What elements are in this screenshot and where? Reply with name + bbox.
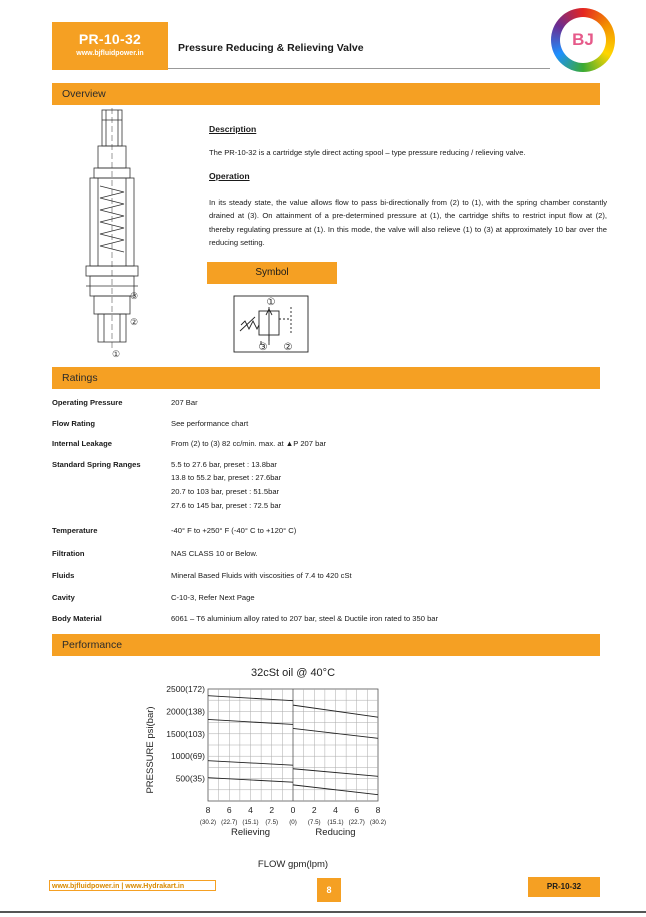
x-tick-label: 0 bbox=[290, 805, 296, 815]
rating-label: Filtration bbox=[52, 549, 85, 558]
rating-value: C-10-3, Refer Next Page bbox=[171, 593, 255, 602]
hydraulic-symbol bbox=[231, 293, 311, 355]
x-tick-sublabel: (7.5) bbox=[265, 819, 279, 826]
x-tick-sublabel: (30.2) bbox=[199, 819, 217, 826]
page-title: Pressure Reducing & Relieving Valve bbox=[178, 42, 364, 54]
x-tick-label: 8 bbox=[205, 805, 211, 815]
rating-value-line: 27.6 to 145 bar, preset : 72.5 bar bbox=[171, 501, 282, 510]
rating-label: Body Material bbox=[52, 614, 102, 623]
port-label-3: ③ bbox=[129, 291, 139, 301]
footer-links[interactable]: www.bjfluidpower.in | www.Hydrakart.in bbox=[49, 880, 216, 891]
x-tick-sublabel: (7.5) bbox=[307, 819, 321, 826]
description-text: The PR-10-32 is a cartridge style direct acting spool – type pressure reducing / relieving valve. bbox=[209, 148, 526, 157]
rating-label: Internal Leakage bbox=[52, 439, 112, 448]
rating-label: Operating Pressure bbox=[52, 398, 123, 407]
y-tick-label: 1000(69) bbox=[170, 751, 205, 762]
x-tick-label: 4 bbox=[248, 805, 253, 815]
performance-chart bbox=[130, 660, 410, 872]
rating-value: NAS CLASS 10 or Below. bbox=[171, 549, 258, 558]
rating-value: -40° F to +250° F (-40° C to +120° C) bbox=[171, 526, 297, 535]
x-tick-sublabel: (22.7) bbox=[221, 819, 238, 826]
operation-heading: Operation bbox=[209, 171, 250, 181]
x-region-label-relieving: Relieving bbox=[230, 827, 271, 838]
y-tick-label: 500(35) bbox=[175, 773, 205, 784]
rating-label: Flow Rating bbox=[52, 419, 96, 428]
x-tick-label: 2 bbox=[269, 805, 275, 815]
operation-text: In its steady state, the value allows flow to pass bi-directionally from (2) to (1), with the spring chamber constantly drained at (3). On attainment of a pre-determined pressure at (1), the cartridge shifts to restrict input flow at (2), thereby regulating pressure at (1). In this mode, the valve will also relieve (1) to (3) at approximately 10 bar over the reducing setting. bbox=[209, 198, 607, 248]
x-tick-sublabel: (0) bbox=[289, 819, 297, 826]
x-tick-sublabel: (22.7) bbox=[348, 819, 365, 826]
x-tick-label: 6 bbox=[354, 805, 360, 815]
rating-value: From (2) to (3) 82 cc/min. max. at ▲P 207 bar bbox=[171, 439, 327, 448]
logo-text: BJ bbox=[560, 17, 606, 63]
header-divider bbox=[168, 68, 550, 69]
chart-y-label: PRESSURE psi(bar) bbox=[145, 706, 156, 794]
footer-divider bbox=[0, 911, 646, 913]
rating-label: Fluids bbox=[52, 571, 75, 580]
symbol-header: Symbol bbox=[207, 262, 337, 284]
port-label-2: ② bbox=[129, 317, 139, 327]
header-code-block bbox=[52, 22, 168, 70]
x-tick-sublabel: (15.1) bbox=[327, 819, 344, 826]
rating-value: 207 Bar bbox=[171, 398, 198, 407]
rating-label: Cavity bbox=[52, 593, 75, 602]
x-tick-label: 2 bbox=[311, 805, 317, 815]
bj-logo bbox=[551, 8, 615, 72]
cartridge-drawing bbox=[72, 108, 182, 360]
symbol-port-1: ① bbox=[266, 297, 276, 308]
x-tick-label: 8 bbox=[375, 805, 381, 815]
rating-value-line: 13.8 to 55.2 bar, preset : 27.6bar bbox=[171, 473, 282, 482]
chart-title: 32cSt oil @ 40°C bbox=[250, 667, 336, 679]
symbol-port-3: ③ bbox=[258, 342, 268, 353]
header-code: PR-10-32 bbox=[78, 31, 142, 47]
x-tick-label: 6 bbox=[226, 805, 232, 815]
description-heading: Description bbox=[209, 124, 257, 134]
rating-value: Mineral Based Fluids with viscosities of 7.4 to 420 cSt bbox=[171, 571, 352, 580]
chart-grid bbox=[208, 689, 378, 801]
y-tick-label: 1500(103) bbox=[166, 728, 205, 739]
rating-label: Standard Spring Ranges bbox=[52, 460, 141, 469]
symbol-port-2: ② bbox=[283, 342, 293, 353]
rating-value: 6061 – T6 aluminium alloy rated to 207 bar, steel & Ductile iron rated to 350 bar bbox=[171, 614, 439, 623]
x-tick-label: 4 bbox=[333, 805, 338, 815]
rating-value-line: 20.7 to 103 bar, preset : 51.5bar bbox=[171, 487, 280, 496]
footer-code: PR-10-32 bbox=[528, 877, 600, 897]
performance-section-header: Performance bbox=[52, 634, 600, 656]
x-region-label-reducing: Reducing bbox=[315, 827, 356, 838]
x-tick-sublabel: (30.2) bbox=[369, 819, 387, 826]
chart-ticks bbox=[166, 684, 386, 838]
footer-page-number: 8 bbox=[317, 878, 341, 902]
y-tick-label: 2500(172) bbox=[166, 684, 205, 694]
header-website[interactable]: www.bjfluidpower.in bbox=[76, 50, 144, 57]
port-label-1: ① bbox=[111, 349, 121, 359]
chart-x-label: FLOW gpm(lpm) bbox=[257, 859, 329, 870]
ratings-section-header: Ratings bbox=[52, 367, 600, 389]
rating-label: Temperature bbox=[52, 526, 98, 535]
rating-value-line: 5.5 to 27.6 bar, preset : 13.8bar bbox=[171, 460, 277, 469]
x-tick-sublabel: (15.1) bbox=[242, 819, 259, 826]
overview-section-header: Overview bbox=[52, 83, 600, 105]
rating-value: See performance chart bbox=[171, 419, 249, 428]
y-tick-label: 2000(138) bbox=[166, 706, 205, 717]
